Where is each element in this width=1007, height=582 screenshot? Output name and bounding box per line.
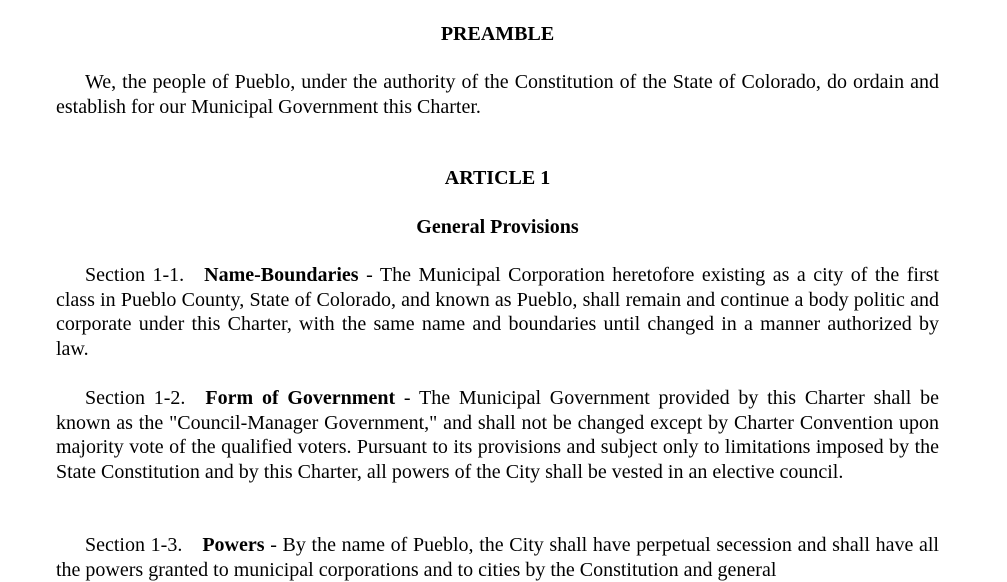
section-1-2	[56, 386, 939, 485]
section-text: - The Municipal Corporation heretofore existing as a city of the first class in Pueblo County, State of Colorado, and known as Pueblo, shall remain and continue a body politic and corporate under this Charter, with the same name and boundaries until changed in a manner authorized by law.	[56, 264, 939, 361]
section-1-3	[56, 533, 939, 582]
article-heading: ARTICLE 1	[444, 167, 551, 189]
section-title: Powers	[202, 534, 265, 556]
section-number: Section 1-3.	[85, 534, 183, 556]
section-text: - By the name of Pueblo, the City shall have perpetual secession and shall have all the powers granted to municipal corporations and to cities by the Constitution and general	[56, 534, 939, 581]
section-text: - The Municipal Government provided by this Charter shall be known as the "Council-Manager Government," and shall not be changed except by Charter Convention upon majority vote of the qualified voters. Pursuant to its provisions and subject only to limitations imposed by the State Constitution and by this Charter, all powers of the City shall be vested in an elective council.	[56, 387, 940, 484]
article-subheading: General Provisions	[416, 216, 579, 238]
section-number: Section 1-1.	[85, 264, 185, 286]
preamble-heading: PREAMBLE	[440, 23, 555, 45]
section-number: Section 1-2.	[85, 387, 186, 409]
section-title: Name-Boundaries	[204, 264, 359, 286]
section-1-1	[56, 263, 939, 362]
preamble-text: We, the people of Pueblo, under the authority of the Constitution of the State of Colorado, do ordain and establish for our Municipal Government this Charter.	[56, 71, 939, 118]
section-title: Form of Government	[205, 387, 396, 409]
